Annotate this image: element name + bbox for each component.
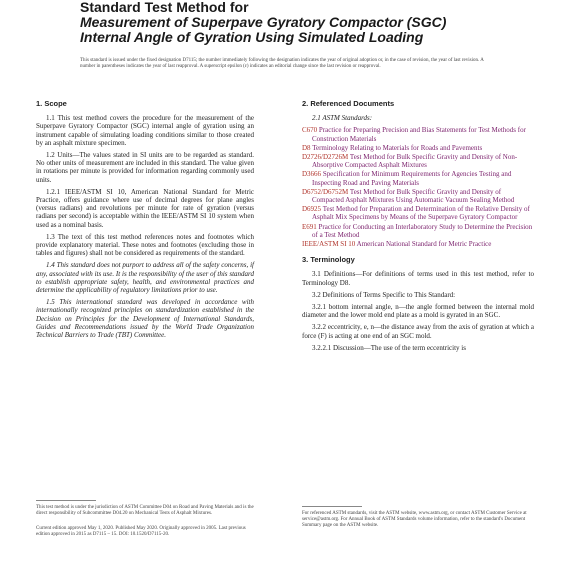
footnote-1: This test method is under the jurisdiction of ASTM Committee D04 on Road and Paving Materials and is the direct responsibility of Subcommittee D04.20 on Mechanical Tests of Asphalt Mixtures. <box>36 505 254 516</box>
paragraph-1-1: 1.1 This test method covers the procedure for the measurement of the Superpave Gyratory Compactor (SGC) internal angle of gyration using an instrument capable of simulating loading conditions similar to those created by an asphalt mixture specimen. <box>36 114 254 147</box>
title-line-1: Standard Test Method for <box>80 0 249 15</box>
reference-title-link[interactable]: Test Method for Bulk Specific Gravity and Density of Compacted Asphalt Mixtures Using Automatic Vacuum Sealing Method <box>312 187 515 205</box>
reference-title-link[interactable]: Practice for Preparing Precision and Bias Statements for Test Methods for Construction Materials <box>312 126 526 143</box>
reference-code-link[interactable]: C670 <box>302 126 318 135</box>
paragraph-1-3: 1.3 The text of this test method references notes and footnotes which provide explanatory material. These notes and footnotes (excluding those in tables and figures) shall not be considered as requirements of the standard. <box>36 232 254 258</box>
reference-item <box>302 126 534 142</box>
paragraph-1-2-1: 1.2.1 IEEE/ASTM SI 10, American National Standard for Metric Practice, offers guidance where use of decimal degrees for plane angles (versus radians) and revolutions per minute for rate of gyration (versus radians per second) is acceptable within the IEEE/ASTM SI 10 system when used as a nominal basis. <box>36 187 254 229</box>
reference-item <box>302 223 534 239</box>
paragraph-3-2-2-1: 3.2.2.1 Discussion—The use of the term eccentricity is <box>312 343 466 352</box>
reference-item <box>302 153 534 169</box>
reference-title-link[interactable]: Specification for Minimum Requirements for Agencies Testing and Inspecting Road and Paving Materials <box>312 170 512 187</box>
paragraph-3-2-2: 3.2.2 eccentricity, e, n—the distance away from the axis of gyration at which a force (F) is acting at one end of an SGC mold. <box>302 323 534 340</box>
reference-item <box>302 240 534 248</box>
reference-title-link[interactable]: Practice for Conducting an Interlaboratory Study to Determine the Precision of a Test Method <box>312 222 533 239</box>
scope-heading: 1. Scope <box>36 99 67 108</box>
title-block <box>80 0 520 45</box>
reference-title-link[interactable]: Terminology Relating to Materials for Roads and Pavements <box>312 143 483 152</box>
reference-code-link[interactable]: IEEE/ASTM SI 10 <box>302 240 356 249</box>
paragraph-3-2-1: 3.2.1 bottom internal angle, n—the angle formed between the internal mold diameter and the lower mold end plate as a mold is gyrated in an SGC. <box>302 303 534 320</box>
reference-code-link[interactable]: D2726/D2726M <box>302 153 349 162</box>
footnote-rule-right <box>302 506 362 507</box>
reference-item <box>302 170 534 186</box>
reference-title-link[interactable]: Test Method for Bulk Specific Gravity and Density of Non-Absorptive Compacted Asphalt Mixtures <box>312 153 518 170</box>
paragraph-3-2: 3.2 Definitions of Terms Specific to This Standard: <box>312 290 456 299</box>
paragraph-1-5: 1.5 This international standard was developed in accordance with internationally recognized principles on standardization established in the Decision on Principles for the Development of International Standards, Guides and Recommendations issued by the World Trade Organization Technical Barriers to Trade (TBT) Committee. <box>36 298 254 340</box>
reference-code-link[interactable]: D8 <box>302 143 311 152</box>
footnote-rule-left <box>36 500 96 501</box>
reference-code-link[interactable]: E691 <box>302 222 317 231</box>
reference-code-link[interactable]: D3666 <box>302 170 322 179</box>
reference-code-link[interactable]: D6925 <box>302 205 322 214</box>
reference-item <box>302 188 534 204</box>
preamble: This standard is issued under the fixed designation D7115; the number immediately following the designation indicates the year of original adoption or, in the case of revision, the year of last revision. A number in parentheses indicates the year of last reapproval. A superscript epsilon (ε) indicates an editorial change since the last revision or reapproval. <box>80 58 484 69</box>
reference-list <box>302 126 534 248</box>
paragraph-3-1: 3.1 Definitions—For definitions of terms used in this test method, refer to Terminology D8. <box>302 270 534 287</box>
right-column <box>302 98 534 356</box>
reference-item <box>302 144 534 152</box>
title-line-3: Internal Angle of Gyration Using Simulated Loading <box>80 29 424 45</box>
reference-title-link[interactable]: Test Method for Preparation and Determination of the Relative Density of Asphalt Mix Specimens by Means of the Superpave Gyratory Compactor <box>312 205 530 222</box>
terminology-heading: 3. Terminology <box>302 255 355 265</box>
left-column <box>36 98 254 343</box>
reference-title-link[interactable]: American National Standard for Metric Practice <box>356 240 492 249</box>
reference-code-link[interactable]: D6752/D6752M <box>302 187 349 196</box>
footnote-3: For referenced ASTM standards, visit the ASTM website, www.astm.org, or contact ASTM Customer Service at service@astm.org. For Annual Book of ASTM Standards volume information, refer to the standard's Document Summary page on the ASTM website. <box>302 511 527 528</box>
title-line-2: Measurement of Superpave Gyratory Compactor (SGC) <box>80 14 447 30</box>
reference-item <box>302 205 534 221</box>
referenced-documents-heading: 2. Referenced Documents <box>302 99 395 108</box>
astm-standards-label: 2.1 ASTM Standards: <box>312 114 373 123</box>
paragraph-1-2: 1.2 Units—The values stated in SI units are to be regarded as standard. No other units of measurement are included in this standard. The value given in rotations per minute is provided for information regarding commonly used units. <box>36 151 254 184</box>
footnote-2: Current edition approved May 1, 2020. Published May 2020. Originally approved in 2005. Last previous edition approved in 2015 as D7115 – 15. DOI: 10.1520/D7115-20. <box>36 526 246 537</box>
paragraph-1-4: 1.4 This standard does not purport to address all of the safety concerns, if any, associated with its use. It is the responsibility of the user of this standard to establish appropriate safety, health, and environmental practices and determine the applicability of regulatory limitations prior to use. <box>36 261 254 295</box>
